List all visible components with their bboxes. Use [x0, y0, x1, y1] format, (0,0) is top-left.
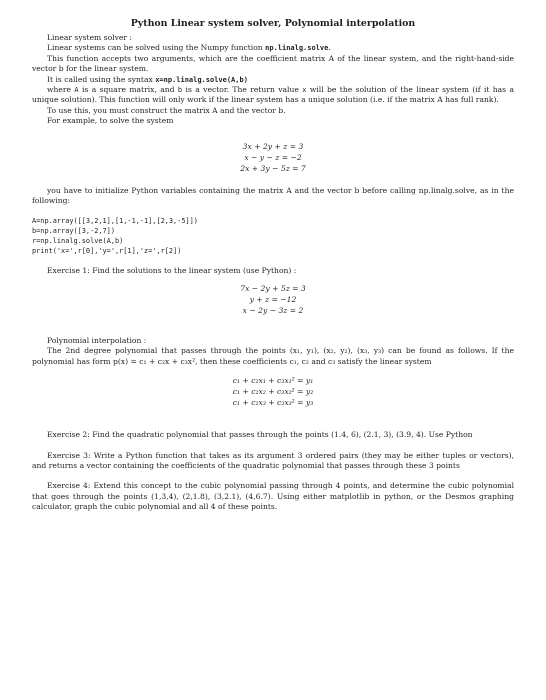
- text: is a square matrix, and: [78, 85, 178, 95]
- equation: x − 2y − 3z = 2: [242, 305, 304, 315]
- exercise-3: Exercise 3: Write a Python function that takes as its argument 3 ordered pairs (they may be either tuples or vectors), and returns a vector containing the coefficients of the quadratic polynomial that passes through these 3 points: [32, 450, 514, 470]
- text: is a vector. The return value: [182, 85, 303, 95]
- equation: c₁ + c₂x₁ + c₃x₁² = y₁: [232, 376, 314, 386]
- paragraph-where: [32, 85, 514, 106]
- text: It is called using the syntax: [47, 74, 156, 84]
- exercise-4: Exercise 4: Extend this concept to the cubic polynomial passing through 4 points, and determine the cubic polynomial that goes through the points (1,3,4), (2,1.8), (3,2.1), (4,6.7). Using either matplotlib in python, or the Desmos graphing calculator, graph the cubic polynomial and all 4 of these points.: [32, 481, 514, 512]
- code-inline: np.linalg.solve: [265, 44, 329, 53]
- paragraph-initialize: you have to initialize Python variables containing the matrix A and the vector b before calling np.linalg.solve, as in the following:: [32, 185, 514, 206]
- spacer: [32, 471, 514, 481]
- equation: 7x − 2y + 5z = 3: [240, 283, 306, 293]
- exercise-2: Exercise 2: Find the quadratic polynomial that passes through the points (1.4, 6), (2.1, 3), (3.9, 4). Use Python: [47, 430, 473, 440]
- paragraph-example: For example, to solve the system: [47, 116, 174, 126]
- paragraph-construct: To use this, you must construct the matrix A and the vector b.: [47, 105, 286, 115]
- equation: x − y − z = −2: [244, 152, 302, 162]
- text: where: [47, 85, 75, 95]
- exercise-1: Exercise 1: Find the solutions to the linear system (use Python) :: [47, 266, 297, 276]
- equation: c₁ + c₂x₃ + c₃x₃² = y₃: [232, 398, 314, 408]
- text: Linear systems can be solved using the Numpy function: [47, 43, 266, 53]
- document-title: Python Linear system solver, Polynomial interpolation: [130, 18, 416, 29]
- equation-system-2: [32, 283, 514, 316]
- equation: 3x + 2y + z = 3: [242, 141, 304, 151]
- code-inline: x: [302, 86, 307, 95]
- text: .: [328, 43, 331, 53]
- equation: y + z = −12: [249, 294, 297, 304]
- section-heading-linear: Linear system solver :: [47, 33, 132, 42]
- paragraph-syntax: [32, 75, 514, 85]
- paragraph-polynomial: The 2nd degree polynomial that passes through the points (x₁, y₁), (x₂, y₂), (x₃, y₃) can be found as follows. If the polynomial has form p(x) = c₁ + c₂x + c₃x², then these coefficients c₁, c₂ and c₃ satisfy the linear system: [32, 346, 514, 366]
- paragraph-numpy-function: [32, 43, 514, 53]
- code-inline: b: [177, 86, 183, 95]
- code-inline: x=np.linalg.solve(A,b): [155, 75, 248, 84]
- spacer: [32, 441, 514, 451]
- code-inline: A: [74, 86, 79, 95]
- equation-system-3: [32, 375, 514, 408]
- text: will be the solution of the linear system (if it has a unique solution). This function will only work if the linear system has a unique solution (i.e. if the matrix A has full rank).: [32, 85, 514, 105]
- equation: c₁ + c₂x₂ + c₃x₂² = y₂: [232, 387, 314, 397]
- equation-system-1: [32, 141, 514, 174]
- code-block: A=np.array([[3,2,1],[1,-1,-1],[2,3,-5]]) b=np.array([3,-2,7]) r=np.linalg.solve(A,b) print('x=',r[0],'y=',r[1],'z=',r[2]): [32, 217, 198, 256]
- equation: 2x + 3y − 5z = 7: [240, 163, 306, 173]
- paragraph-arguments: This function accepts two arguments, which are the coefficient matrix A of the linear system, and the right-hand-side vector b for the linear system.: [32, 53, 514, 74]
- section-heading-polynomial: Polynomial interpolation :: [47, 335, 147, 345]
